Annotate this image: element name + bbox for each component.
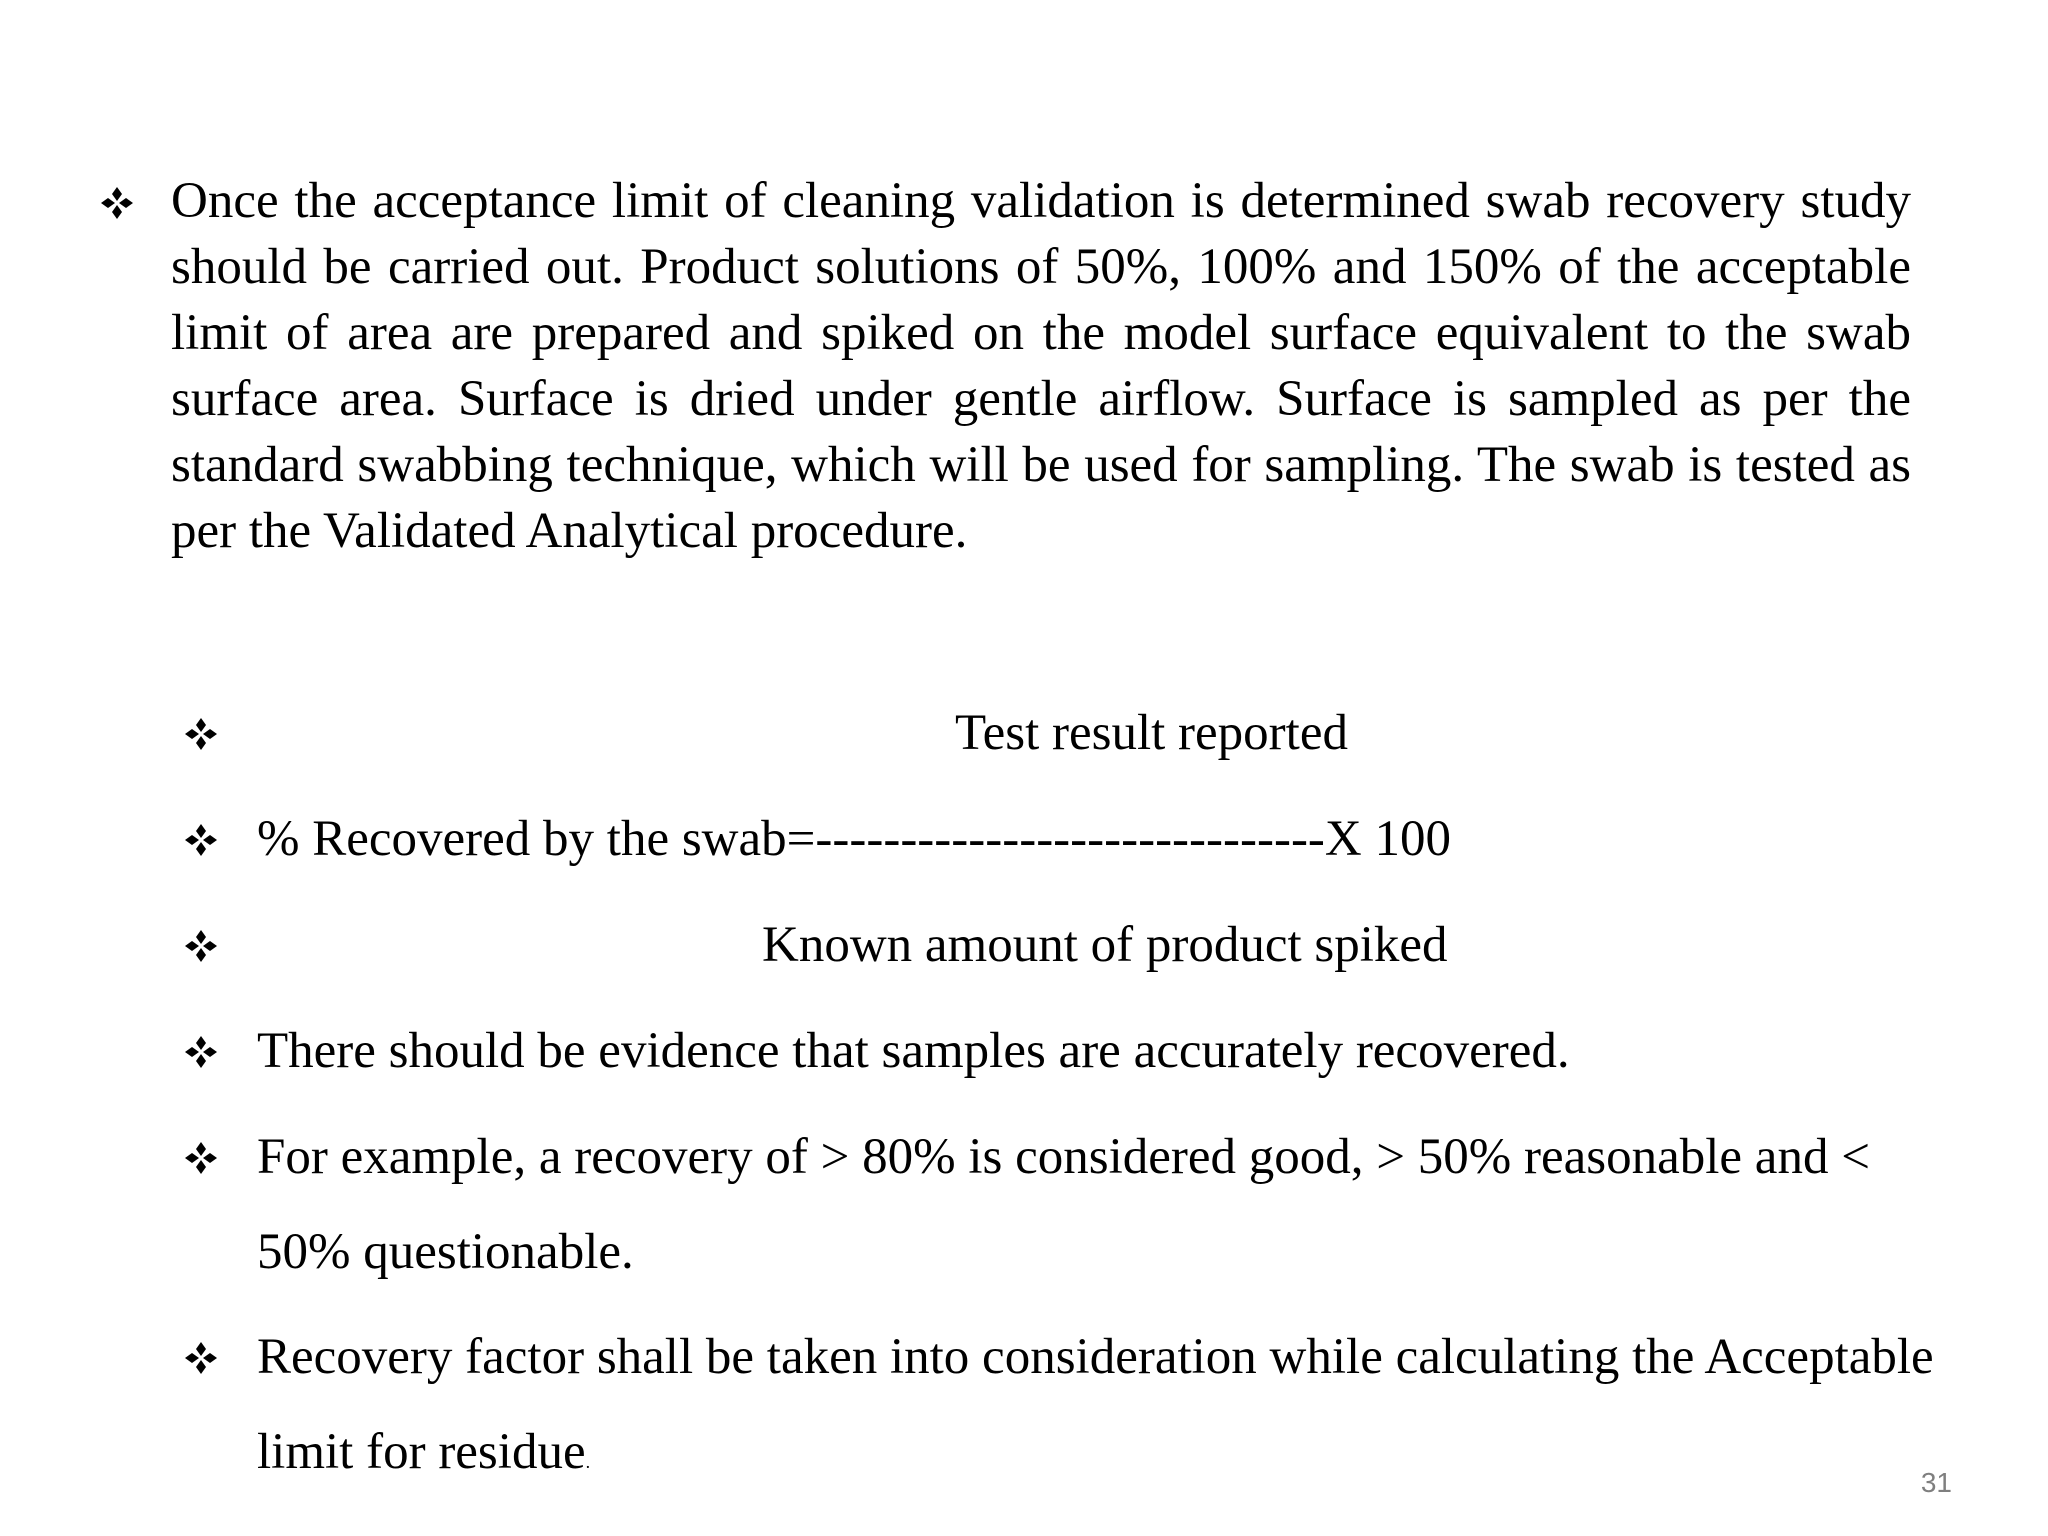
four-diamond-bullet-icon	[184, 1141, 218, 1175]
formula-equation: % Recovered by the swab=------------------------------X 100	[257, 811, 1451, 867]
formula-numerator: Test result reported	[955, 705, 1348, 761]
four-diamond-bullet-icon	[184, 929, 218, 963]
four-diamond-bullet-icon	[184, 717, 218, 751]
example-text-line2: 50% questionable.	[257, 1224, 634, 1280]
recovery-text-main: limit for residue	[257, 1424, 586, 1480]
four-diamond-bullet-icon	[184, 823, 218, 857]
evidence-text: There should be evidence that samples are accurately recovered.	[257, 1023, 1570, 1079]
four-diamond-bullet-icon	[184, 1035, 218, 1069]
four-diamond-bullet-icon	[184, 1341, 218, 1375]
recovery-text-line2	[257, 1422, 590, 1492]
page-number: 31	[1920, 1467, 1952, 1498]
recovery-text-line1: Recovery factor shall be taken into consideration while calculating the Acceptable	[257, 1329, 1934, 1385]
four-diamond-bullet-icon	[100, 186, 134, 220]
intro-paragraph: Once the acceptance limit of cleaning validation is determined swab recovery study should be carried out. Product solutions of 50%, 100% and 150% of the acceptable limit of area are prepared and spiked on the model surface equivalent to the swab surface area. Surface is dried under gentle airflow. Surface is sampled as per the standard swabbing technique, which will be used for sampling. The swab is tested as per the Validated Analytical procedure.	[171, 173, 1911, 559]
formula-denominator: Known amount of product spiked	[762, 917, 1448, 973]
example-text-line1: For example, a recovery of > 80% is considered good, > 50% reasonable and <	[257, 1129, 1870, 1185]
recovery-text-trailing-dot: .	[585, 1452, 591, 1472]
